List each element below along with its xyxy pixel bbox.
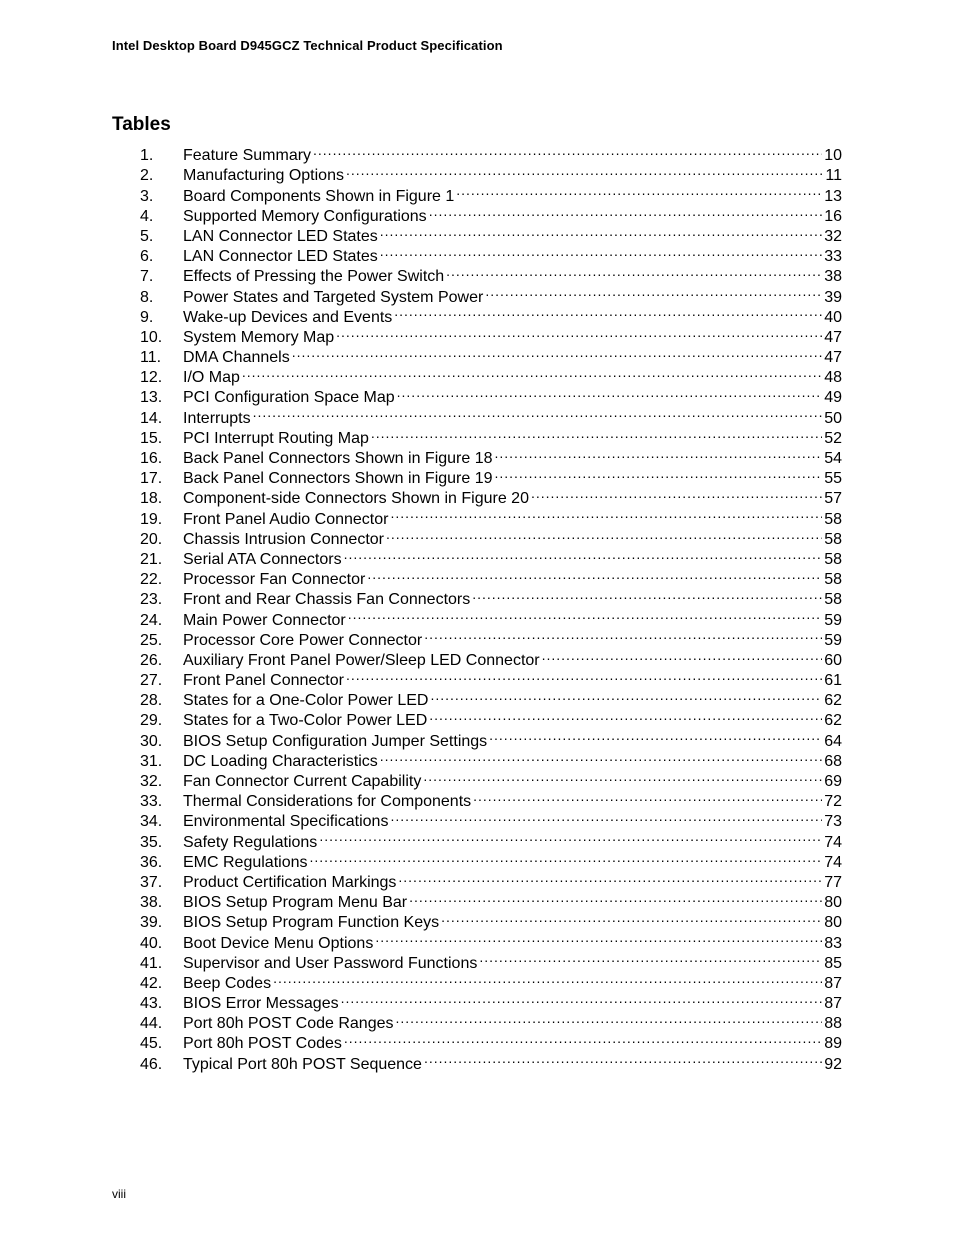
toc-entry-number: 27. (140, 672, 163, 690)
toc-entry-number: 30. (140, 732, 163, 750)
toc-entry-number: 5. (140, 227, 154, 245)
toc-entry-title[interactable]: Board Components Shown in Figure 1 (183, 187, 455, 205)
toc-entry-page[interactable]: 58 (824, 571, 842, 589)
dot-leader (367, 564, 822, 584)
dot-leader (346, 160, 823, 180)
toc-entry-number: 46. (140, 1055, 163, 1073)
toc-entry-number: 12. (140, 369, 163, 387)
toc-entry-title[interactable]: Front Panel Connector (183, 672, 344, 690)
toc-entry-number: 14. (140, 409, 163, 427)
toc-entry-number: 29. (140, 712, 163, 730)
dot-leader (375, 927, 822, 947)
toc-entry-page[interactable]: 74 (824, 853, 842, 871)
toc-entry-title[interactable]: BIOS Setup Configuration Jumper Settings (183, 732, 488, 750)
toc-entry-page[interactable]: 50 (824, 409, 842, 427)
toc-entry-number: 3. (140, 187, 154, 205)
toc-entry-title[interactable]: Port 80h POST Codes (183, 1035, 342, 1053)
toc-entry-title[interactable]: Beep Codes (183, 974, 272, 992)
toc-entry-number: 38. (140, 894, 163, 912)
dot-leader (344, 1028, 822, 1048)
dot-leader (396, 1008, 823, 1028)
toc-entry-page[interactable]: 77 (824, 873, 842, 891)
dot-leader (409, 887, 822, 907)
dot-leader (542, 645, 823, 665)
toc-entry-title[interactable]: Effects of Pressing the Power Switch (183, 268, 445, 286)
toc-entry-number: 20. (140, 530, 163, 548)
toc-entry-number: 39. (140, 914, 163, 932)
toc-entry-number: 18. (140, 490, 163, 508)
toc-entry-page[interactable]: 88 (824, 1015, 842, 1033)
dot-leader (456, 180, 822, 200)
dot-leader (380, 746, 822, 766)
toc-entry-title[interactable]: Processor Fan Connector (183, 571, 366, 589)
toc-entry-title[interactable]: Processor Core Power Connector (183, 631, 423, 649)
toc-entry-title[interactable]: EMC Regulations (183, 853, 308, 871)
toc-entry-title[interactable]: System Memory Map (183, 328, 335, 346)
toc-entry-page[interactable]: 11 (825, 167, 842, 185)
toc-entry-number: 8. (140, 288, 154, 306)
toc-entry-number: 21. (140, 550, 163, 568)
toc-entry-page[interactable]: 57 (824, 490, 842, 508)
toc-entry-title[interactable]: Back Panel Connectors Shown in Figure 19 (183, 470, 493, 488)
dot-leader (394, 302, 822, 322)
dot-leader (390, 503, 822, 523)
dot-leader (273, 968, 822, 988)
toc-entry-number: 32. (140, 773, 163, 790)
toc-entry-number: 13. (140, 389, 163, 407)
toc-entry-page[interactable]: 58 (824, 550, 842, 568)
toc-entry-title[interactable]: States for a One-Color Power LED (183, 692, 429, 710)
toc-entry-page[interactable]: 62 (824, 692, 842, 710)
dot-leader (341, 988, 823, 1008)
toc-entry-title[interactable]: DMA Channels (183, 349, 290, 367)
dot-leader (336, 322, 822, 342)
toc-entry-number: 7. (140, 268, 154, 286)
toc-entry-title[interactable]: Chassis Intrusion Connector (183, 530, 384, 548)
running-header: Intel Desktop Board D945GCZ Technical Product Specification (112, 38, 503, 53)
toc-entry-number: 23. (140, 591, 163, 609)
toc-entry-page[interactable]: 58 (824, 530, 842, 548)
toc-entry-page[interactable]: 87 (824, 974, 842, 992)
toc-entry-page[interactable]: 39 (824, 288, 842, 306)
toc-entry-number: 26. (140, 651, 163, 669)
section-title: Tables (112, 114, 171, 135)
dot-leader (446, 261, 822, 281)
toc-entry-page[interactable]: 80 (824, 894, 842, 912)
toc-entry-title[interactable]: DC Loading Characteristics (183, 752, 378, 770)
toc-entry-number: 34. (140, 813, 163, 831)
toc-entry-number: 24. (140, 611, 163, 629)
toc-entry-number: 45. (140, 1035, 163, 1053)
toc-entry-page[interactable]: 58 (824, 591, 842, 609)
toc-entry-page[interactable]: 85 (824, 954, 842, 972)
toc-entry-page[interactable]: 55 (824, 470, 842, 488)
toc-entry-number: 31. (140, 752, 163, 770)
toc-entry-number: 1. (140, 147, 154, 165)
toc-entry-page[interactable]: 48 (824, 369, 842, 387)
toc-entry-page[interactable]: 38 (824, 268, 842, 286)
toc-entry-page[interactable]: 69 (824, 773, 842, 790)
toc-entry-page[interactable]: 89 (824, 1035, 842, 1053)
toc-entry-title[interactable]: LAN Connector LED States (183, 227, 378, 245)
toc-entry-title[interactable]: Feature Summary (183, 147, 312, 165)
toc-entry-number: 35. (140, 833, 163, 851)
toc-entry-number: 19. (140, 510, 163, 528)
toc-entry-number: 22. (140, 571, 163, 589)
dot-leader (424, 1048, 822, 1068)
toc-entry-title[interactable]: BIOS Setup Program Menu Bar (183, 894, 408, 912)
toc-entry-number: 10. (140, 328, 163, 346)
dot-leader (495, 463, 823, 483)
toc-entry-title[interactable]: LAN Connector LED States (183, 248, 378, 266)
toc-entry-number: 11. (140, 349, 162, 367)
toc-entry-title[interactable]: Back Panel Connectors Shown in Figure 18 (183, 450, 493, 467)
dot-leader (473, 786, 822, 806)
toc-entry-number: 40. (140, 934, 163, 952)
dot-leader (310, 847, 823, 867)
dot-leader (397, 382, 823, 402)
toc-entry-page[interactable]: 60 (824, 651, 842, 669)
toc-entry-title[interactable]: Safety Regulations (183, 833, 318, 851)
toc-entry-number: 17. (140, 470, 163, 488)
dot-leader (313, 140, 822, 160)
dot-leader (344, 544, 823, 564)
toc-entry-title[interactable]: I/O Map (183, 369, 240, 387)
toc-entry-page[interactable]: 16 (824, 207, 842, 225)
toc-entry-page[interactable]: 62 (824, 712, 842, 730)
toc-entry-title[interactable]: Supported Memory Configurations (183, 207, 427, 225)
dot-leader (371, 423, 822, 443)
toc-entry-page[interactable]: 52 (824, 429, 842, 447)
toc-entry-title[interactable]: Product Certification Markings (183, 873, 397, 891)
toc-entry-number: 9. (140, 308, 154, 326)
toc-entry-page[interactable]: 61 (824, 672, 842, 690)
toc-entry-page[interactable]: 83 (824, 934, 842, 952)
dot-leader (489, 725, 822, 745)
toc-entry-number: 37. (140, 873, 163, 891)
toc-entry-page[interactable]: 54 (824, 450, 842, 467)
toc-entry-number: 33. (140, 793, 163, 811)
toc-entry-number: 28. (140, 692, 163, 710)
toc-entry-title[interactable]: Power States and Targeted System Power (183, 288, 484, 306)
toc-entry-page[interactable]: 33 (824, 248, 842, 266)
toc-entry-number: 42. (140, 974, 163, 992)
dot-leader (292, 342, 822, 362)
toc-entry-page[interactable]: 49 (824, 389, 842, 407)
dot-leader (380, 221, 822, 241)
toc-entry-page[interactable]: 32 (824, 227, 842, 245)
dot-leader (346, 665, 822, 685)
dot-leader (380, 241, 822, 261)
toc-entry-title[interactable]: Fan Connector Current Capability (183, 773, 422, 790)
toc-list (140, 140, 842, 1073)
toc-entry-title[interactable]: Serial ATA Connectors (183, 550, 342, 568)
toc-entry-page[interactable]: 10 (824, 147, 842, 165)
dot-leader (424, 625, 822, 645)
toc-entry-page[interactable]: 47 (824, 328, 842, 346)
toc-entry-title[interactable]: BIOS Setup Program Function Keys (183, 914, 440, 932)
dot-leader (441, 907, 822, 927)
toc-entry-page[interactable]: 92 (824, 1055, 842, 1073)
toc-entry-title[interactable]: Auxiliary Front Panel Power/Sleep LED Connector (183, 651, 540, 669)
toc-entry-number: 25. (140, 631, 163, 649)
toc-entry-page[interactable]: 59 (824, 631, 842, 649)
dot-leader (429, 705, 822, 725)
toc-entry-page[interactable]: 47 (824, 349, 842, 367)
toc-entry-title[interactable]: PCI Configuration Space Map (183, 389, 395, 407)
toc-entry-number: 6. (140, 248, 154, 266)
toc-entry-number: 15. (140, 429, 163, 447)
dot-leader (398, 867, 822, 887)
dot-leader (495, 443, 823, 463)
toc-entry-title[interactable]: Front Panel Audio Connector (183, 510, 389, 528)
toc-entry-title[interactable]: Supervisor and User Password Functions (183, 954, 478, 972)
toc-entry-title[interactable]: Environmental Specifications (183, 813, 389, 831)
dot-leader (348, 604, 822, 624)
toc-entry-title[interactable]: PCI Interrupt Routing Map (183, 429, 369, 447)
toc-entry-number: 2. (140, 167, 154, 185)
toc-entry-page[interactable]: 40 (824, 308, 842, 326)
toc-entry-page[interactable]: 87 (824, 995, 842, 1013)
dot-leader (472, 584, 822, 604)
dot-leader (242, 362, 822, 382)
dot-leader (429, 201, 823, 221)
toc-entry[interactable] (140, 382, 842, 407)
toc-entry-title[interactable]: Front and Rear Chassis Fan Connectors (183, 591, 471, 609)
toc-entry-page[interactable]: 13 (824, 187, 842, 205)
toc-entry-title[interactable]: States for a Two-Color Power LED (183, 712, 428, 730)
toc-entry-page[interactable]: 74 (824, 833, 842, 851)
toc-entry-page[interactable]: 72 (824, 793, 842, 811)
toc-entry-page[interactable]: 64 (824, 732, 842, 750)
toc-entry-title[interactable]: Main Power Connector (183, 611, 346, 629)
toc-entry-number: 41. (140, 954, 163, 972)
toc-entry-page[interactable]: 58 (824, 510, 842, 528)
toc-entry-title[interactable]: Boot Device Menu Options (183, 934, 374, 952)
toc-entry-number: 44. (140, 1015, 163, 1033)
toc-entry[interactable] (140, 140, 842, 165)
toc-entry-number: 16. (140, 450, 163, 467)
toc-entry-title[interactable]: BIOS Error Messages (183, 995, 339, 1013)
dot-leader (485, 281, 822, 301)
toc-entry-title[interactable]: Manufacturing Options (183, 167, 344, 185)
page-number: viii (112, 1187, 126, 1201)
toc-entry-number: 36. (140, 853, 163, 871)
toc-entry-page[interactable]: 59 (824, 611, 842, 629)
dot-leader (386, 524, 822, 544)
toc-entry[interactable] (140, 362, 842, 387)
toc-entry-title[interactable]: Typical Port 80h POST Sequence (183, 1055, 422, 1073)
dot-leader (430, 685, 822, 705)
toc-entry-title[interactable]: Thermal Considerations for Components (183, 793, 472, 811)
toc-entry-page[interactable]: 73 (824, 813, 842, 831)
toc-entry-title[interactable]: Component-side Connectors Shown in Figure 20 (183, 490, 529, 508)
toc-entry-title[interactable]: Port 80h POST Code Ranges (183, 1015, 394, 1033)
dot-leader (253, 402, 823, 422)
toc-entry-number: 43. (140, 995, 163, 1013)
dot-leader (423, 766, 822, 786)
dot-leader (479, 948, 822, 968)
dot-leader (531, 483, 822, 503)
toc-entry-number: 4. (140, 207, 154, 225)
dot-leader (319, 826, 822, 846)
toc-entry-page[interactable]: 68 (824, 752, 842, 770)
toc-entry-page[interactable]: 80 (824, 914, 842, 932)
toc-entry-title[interactable]: Wake-up Devices and Events (183, 308, 393, 326)
toc-entry-title[interactable]: Interrupts (183, 409, 251, 427)
dot-leader (390, 806, 822, 826)
